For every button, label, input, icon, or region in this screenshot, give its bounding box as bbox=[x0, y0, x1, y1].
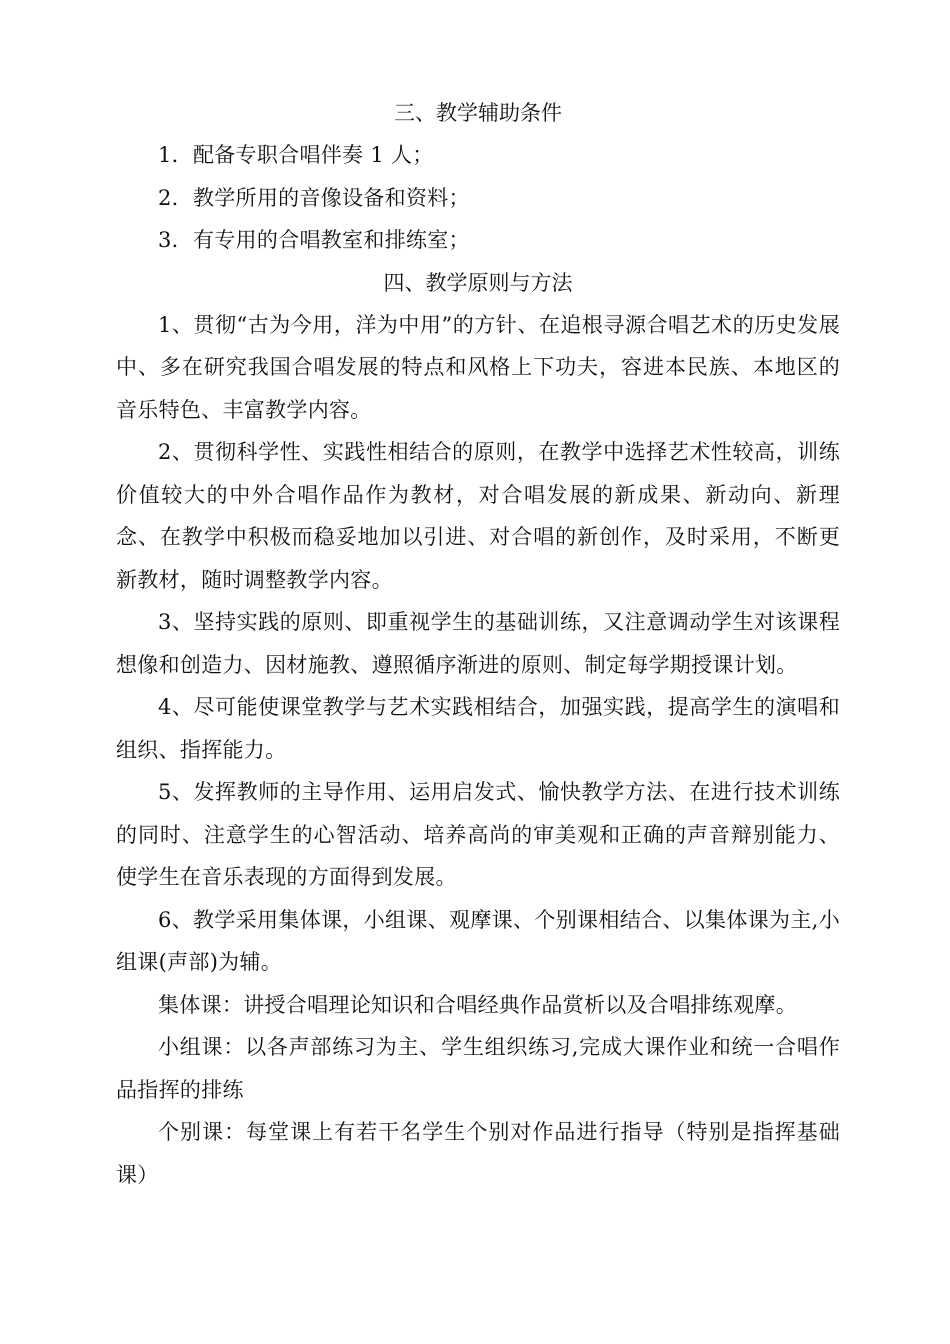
paragraph-5: 5、发挥教师的主导作用、运用启发式、愉快教学方法、在进行技术训练的同时、注意学生的心智活动、培养高尚的审美观和正确的声音辩别能力、使学生在音乐表现的方面得到发展。 bbox=[116, 780, 840, 889]
paragraph-collective-class: 集体课：讲授合唱理论知识和合唱经典作品赏析以及合唱排练观摩。 bbox=[158, 992, 797, 1017]
section-3-heading: 三、教学辅助条件 bbox=[394, 101, 562, 125]
list-item-2: 2．教学所用的音像设备和资料； bbox=[158, 185, 470, 210]
document-page bbox=[116, 92, 840, 1196]
paragraph-3: 3、坚持实践的原则、即重视学生的基础训练，又注意调动学生对该课程想像和创造力、因材施教、遵照循序渐进的原则、制定每学期授课计划。 bbox=[116, 610, 840, 677]
paragraph-2: 2、贯彻科学性、实践性相结合的原则，在教学中选择艺术性较高，训练价值较大的中外合唱作品作为教材，对合唱发展的新成果、新动向、新理念、在教学中积极而稳妥地加以引进、对合唱的新创作，及时采用，不断更新教材，随时调整教学内容。 bbox=[116, 440, 840, 592]
paragraph-individual-class: 个别课：每堂课上有若干名学生个别对作品进行指导（特别是指挥基础课） bbox=[116, 1120, 840, 1187]
paragraph-1: 1、贯彻“古为今用，洋为中用”的方针、在追根寻源合唱艺术的历史发展中、多在研究我国合唱发展的特点和风格上下功夫，容进本民族、本地区的音乐特色、丰富教学内容。 bbox=[116, 312, 840, 422]
section-4-heading: 四、教学原则与方法 bbox=[383, 270, 573, 295]
paragraph-6: 6、教学采用集体课，小组课、观摩课、个别课相结合、以集体课为主,小组课(声部)为辅。 bbox=[116, 907, 840, 974]
paragraph-group-class: 小组课：以各声部练习为主、学生组织练习,完成大课作业和统一合唱作品指挥的排练 bbox=[116, 1035, 840, 1102]
list-item-3: 3．有专用的合唱教室和排练室； bbox=[158, 228, 470, 252]
list-item-1: 1．配备专职合唱伴奏 1 人； bbox=[158, 143, 434, 167]
paragraph-4: 4、尽可能使课堂教学与艺术实践相结合，加强实践，提高学生的演唱和组织、指挥能力。 bbox=[116, 695, 840, 762]
